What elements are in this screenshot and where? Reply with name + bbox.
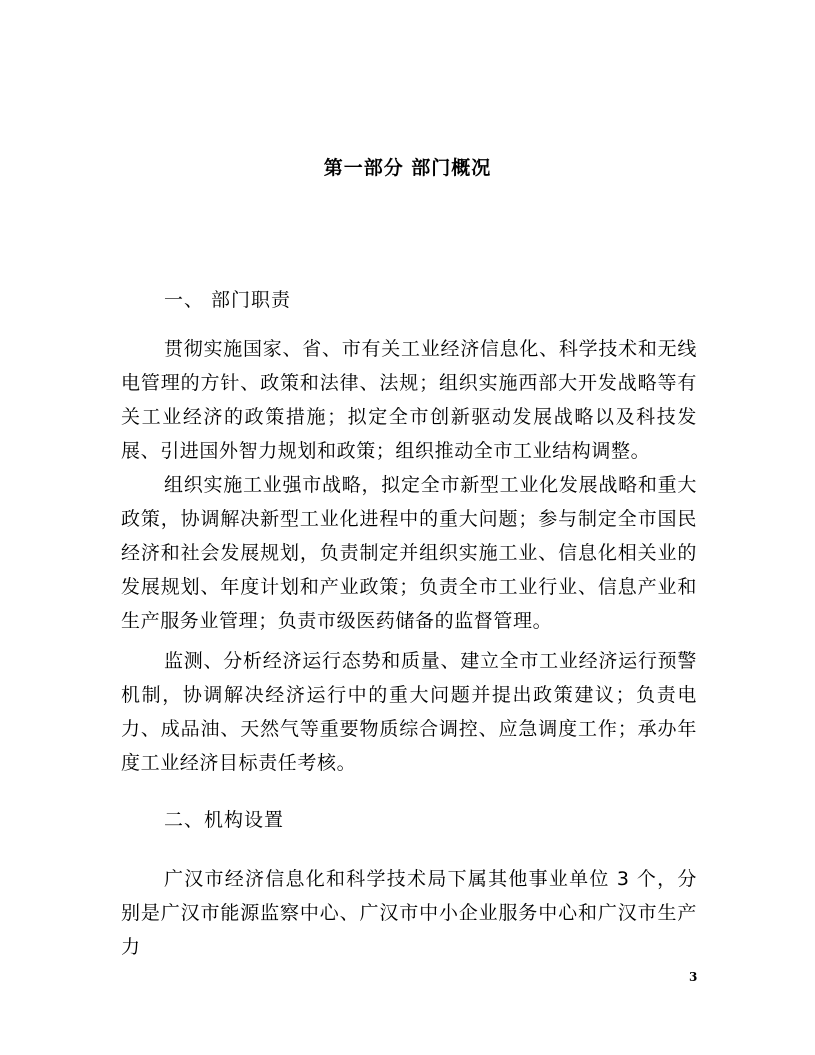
- page-title: 第一部分 部门概况: [323, 157, 492, 179]
- section-heading-duties: 一、 部门职责: [164, 289, 292, 311]
- paragraph-organization-1: 广汉市经济信息化和科学技术局下属其他事业单位 3 个，分别是广汉市能源监察中心、广汉市中小企业服务中心和广汉市生产力: [121, 868, 697, 958]
- page-number: 3: [689, 970, 698, 984]
- paragraph-duties-2: 组织实施工业强市战略，拟定全市新型工业化发展战略和重大政策，协调解决新型工业化进程中的重大问题；参与制定全市国民经济和社会发展规划，负责制定并组织实施工业、信息化相关业的发展规划、年度计划和产业政策；负责全市工业行业、信息产业和生产服务业管理；负责市级医药储备的监督管理。: [121, 474, 697, 632]
- paragraph-duties-3: 监测、分析经济运行态势和质量、建立全市工业经济运行预警机制，协调解决经济运行中的重大问题并提出政策建议；负责电力、成品油、天然气等重要物质综合调控、应急调度工作；承办年度工业经济目标责任考核。: [121, 650, 697, 774]
- section-heading-organization: 二、机构设置: [164, 809, 285, 831]
- paragraph-duties-1: 贯彻实施国家、省、市有关工业经济信息化、科学技术和无线电管理的方针、政策和法律、法规；组织实施西部大开发战略等有关工业经济的政策措施；拟定全市创新驱动发展战略以及科技发展、引进国外智力规划和政策；组织推动全市工业结构调整。: [121, 338, 697, 462]
